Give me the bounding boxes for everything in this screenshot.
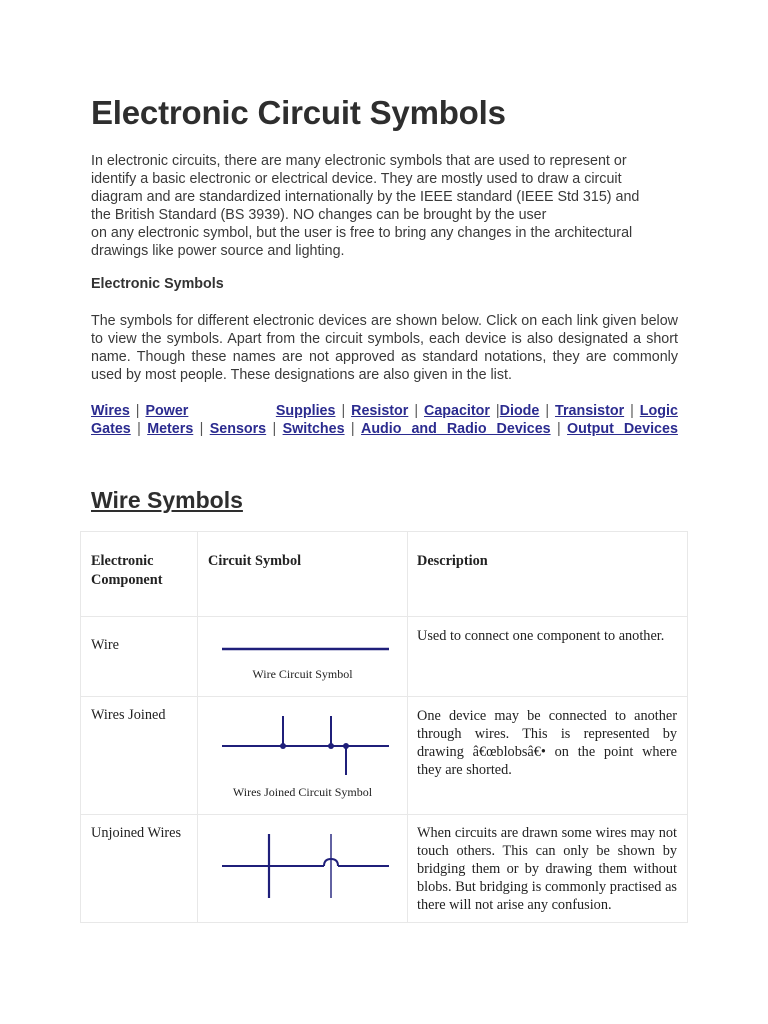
link-power-supplies[interactable] bbox=[145, 402, 335, 420]
symbol-links-nav bbox=[91, 402, 678, 438]
separator: | bbox=[630, 403, 634, 419]
separator: | bbox=[545, 403, 550, 419]
unjoined-wires-symbol-icon bbox=[208, 828, 398, 912]
link-sensors[interactable]: Sensors bbox=[209, 421, 267, 437]
table-header-row bbox=[81, 532, 688, 617]
wire-symbols-table bbox=[80, 531, 688, 923]
intro-line: drawings like power source and lighting. bbox=[91, 243, 345, 259]
section-heading: Electronic Symbols bbox=[91, 276, 224, 292]
section-paragraph: The symbols for different electronic devices are shown below. Click on each link given below to view the symbols. Apart from the circuit symbols, each device is also designated a short name. Though these names are not approved as standard notations, they are commonly used by most people. These designations are also given in the list. bbox=[91, 313, 678, 383]
link-diode[interactable]: Diode bbox=[499, 403, 540, 419]
wire-symbol-icon bbox=[208, 629, 398, 665]
header-component: Electronic Component bbox=[81, 532, 198, 617]
cell-symbol bbox=[198, 617, 408, 697]
link-output-devices[interactable]: Output Devices bbox=[567, 421, 678, 437]
cell-description: One device may be connected to another through wires. This is represented by drawing â€œblobsâ€• on the point where they are shorted. bbox=[408, 697, 688, 815]
cell-component: Unjoined Wires bbox=[81, 815, 198, 923]
intro-line: on any electronic symbol, but the user is free to bring any changes in the architectural bbox=[91, 225, 633, 241]
cell-description: When circuits are drawn some wires may not touch others. This can only be shown by bridging them or by drawing them without blobs. But bridging is commonly practised as there will not arise any confusion. bbox=[408, 815, 688, 923]
cell-symbol bbox=[198, 815, 408, 923]
symbol-caption: Wire Circuit Symbol bbox=[252, 667, 353, 681]
link-audio-radio-devices[interactable]: Audio and Radio Devices bbox=[361, 421, 551, 437]
table-row bbox=[81, 815, 688, 923]
page-title: Electronic Circuit Symbols bbox=[91, 94, 506, 131]
link-transistor[interactable]: Transistor bbox=[555, 403, 625, 419]
separator: | bbox=[414, 403, 419, 419]
cell-component: Wire bbox=[81, 617, 198, 697]
separator: | bbox=[135, 403, 140, 419]
wires-joined-symbol-icon bbox=[208, 713, 398, 779]
link-wires[interactable]: Wires bbox=[91, 403, 130, 419]
wire-symbols-heading: Wire Symbols bbox=[91, 487, 243, 513]
link-resistor[interactable]: Resistor bbox=[351, 403, 409, 419]
intro-paragraph bbox=[91, 152, 681, 260]
link-supplies-text: Supplies bbox=[275, 403, 336, 419]
intro-line: diagram and are standardized internationally by the IEEE standard (IEEE Std 315) and bbox=[91, 189, 640, 205]
separator: | bbox=[556, 421, 561, 437]
separator: | bbox=[495, 403, 500, 419]
separator: | bbox=[137, 421, 141, 437]
link-switches[interactable]: Switches bbox=[282, 421, 345, 437]
table-row bbox=[81, 697, 688, 815]
cell-symbol bbox=[198, 697, 408, 815]
link-capacitor[interactable]: Capacitor bbox=[424, 403, 490, 419]
separator: | bbox=[199, 421, 204, 437]
link-meters[interactable]: Meters bbox=[147, 421, 194, 437]
header-circuit-symbol: Circuit Symbol bbox=[198, 532, 408, 617]
symbol-caption: Wires Joined Circuit Symbol bbox=[232, 785, 373, 799]
separator: | bbox=[350, 421, 355, 437]
header-description: Description bbox=[408, 532, 688, 617]
cell-component: Wires Joined bbox=[81, 697, 198, 815]
link-logic-gates-cont[interactable]: Gates bbox=[91, 421, 131, 437]
separator: | bbox=[341, 403, 346, 419]
intro-line: the British Standard (BS 3939). NO changes can be brought by the user bbox=[91, 207, 547, 223]
separator: | bbox=[272, 421, 277, 437]
intro-line: In electronic circuits, there are many electronic symbols that are used to represent or bbox=[91, 153, 627, 169]
cell-description: Used to connect one component to another. bbox=[408, 617, 688, 697]
intro-line: identify a basic electronic or electrical device. They are mostly used to draw a circuit bbox=[91, 171, 622, 187]
table-row bbox=[81, 617, 688, 697]
link-logic-gates[interactable]: Logic bbox=[639, 403, 678, 419]
link-power-text: Power bbox=[145, 403, 189, 419]
